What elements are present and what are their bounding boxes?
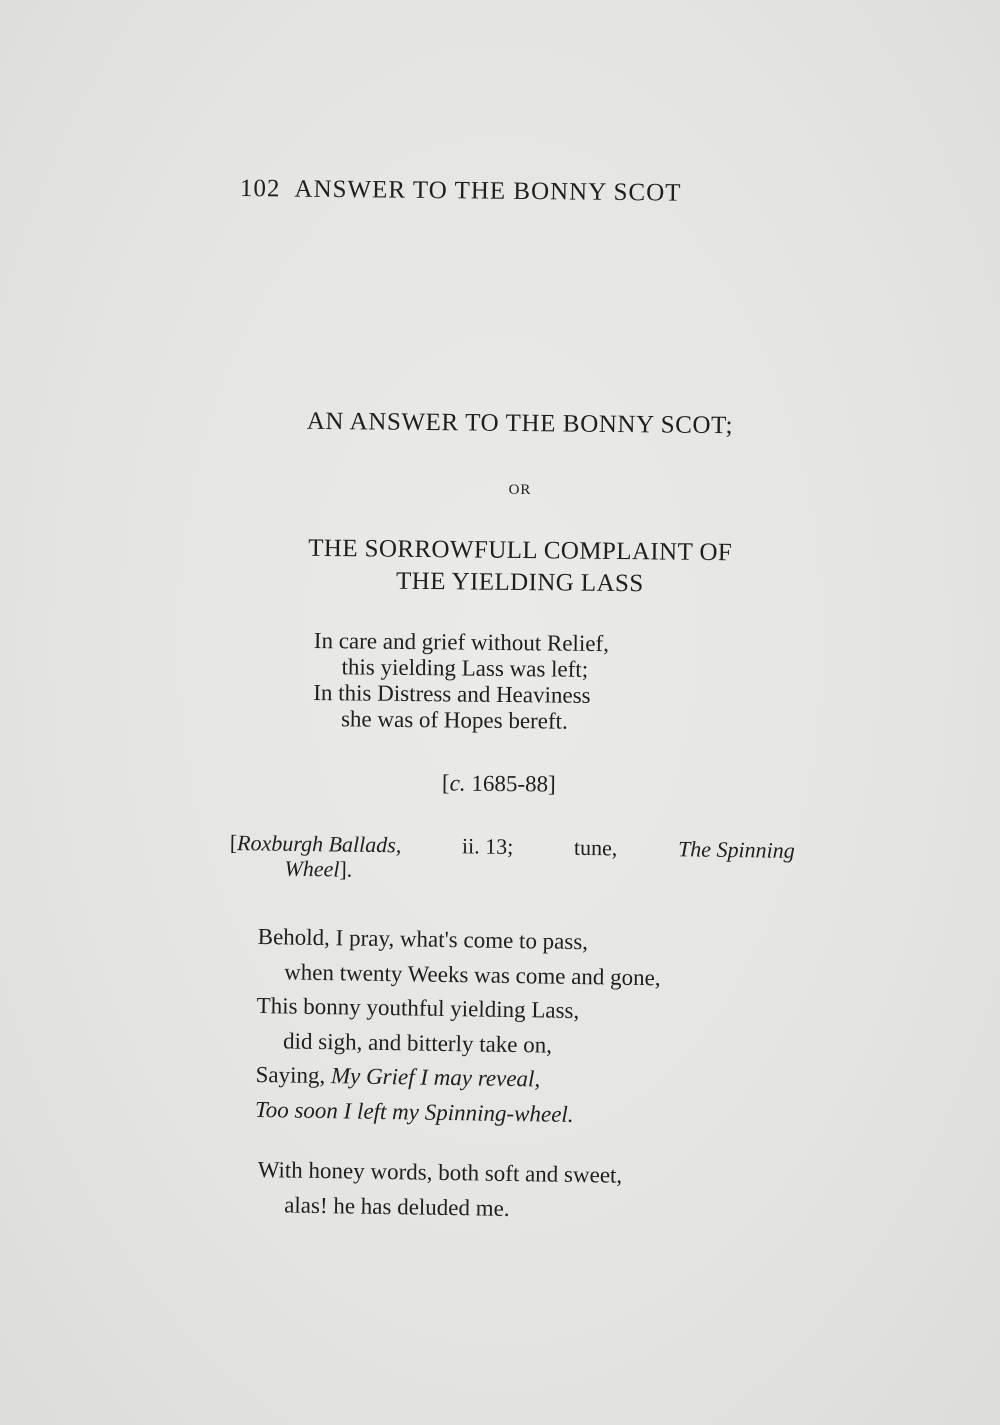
argument-line: she was of Hopes bereft. xyxy=(340,706,568,734)
source-collection xyxy=(230,830,402,857)
verse-line-italic: Too soon I left my Spinning-wheel. xyxy=(254,1096,574,1127)
verse-line xyxy=(255,1092,659,1133)
argument-line: In this Distress and Heaviness xyxy=(313,679,591,708)
verse-line: This bonny youthful yielding Lass, xyxy=(256,992,580,1024)
verse-line: Behold, I pray, what's come to pass, xyxy=(257,923,589,955)
source-tune-title-cont: Wheel xyxy=(284,855,340,882)
verse-line: alas! he has deluded me. xyxy=(283,1191,510,1221)
source-note xyxy=(229,830,795,888)
verse-line-prefix: Saying, xyxy=(255,1061,332,1089)
date-years: 1685-88] xyxy=(465,770,556,797)
stanza-1 xyxy=(255,920,662,1133)
verse-line: did sigh, and bitterly take on, xyxy=(282,1027,553,1058)
verse-line: With honey words, both soft and sweet, xyxy=(257,1156,623,1188)
argument-line: In care and grief without Relief, xyxy=(313,628,610,657)
source-close: ]. xyxy=(339,856,353,882)
source-tune-title: The Spinning xyxy=(677,836,795,863)
stanza-2 xyxy=(257,1153,623,1228)
source-reference: ii. 13; xyxy=(461,833,514,859)
argument-verse xyxy=(313,628,609,735)
running-head-title: ANSWER TO THE BONNY SCOT xyxy=(294,175,682,207)
verse-line-italic: My Grief I may reveal, xyxy=(330,1063,541,1092)
page-number: 102 xyxy=(239,175,281,203)
ballad-subtitle xyxy=(230,532,811,602)
ballad-subtitle-line-2: THE YIELDING LASS xyxy=(395,567,644,598)
verse-line: when twenty Weeks was come and gone, xyxy=(283,958,661,990)
date-open-bracket: [ xyxy=(441,770,450,796)
argument-line: this yielding Lass was left; xyxy=(341,654,589,682)
source-collection-title: Roxburgh Ballads, xyxy=(236,830,402,858)
ballad-title-line-1: AN ANSWER TO THE BONNY SCOT; xyxy=(306,407,734,440)
running-head xyxy=(240,175,760,208)
ballad-title-connector: OR xyxy=(508,482,532,498)
source-open-bracket: [ xyxy=(229,830,238,856)
ballad-subtitle-line-1: THE SORROWFULL COMPLAINT OF xyxy=(308,534,733,567)
source-tune-label: tune, xyxy=(573,834,618,861)
date-note xyxy=(442,770,556,797)
date-circa: c. xyxy=(449,770,466,796)
verse-line xyxy=(255,1058,659,1099)
